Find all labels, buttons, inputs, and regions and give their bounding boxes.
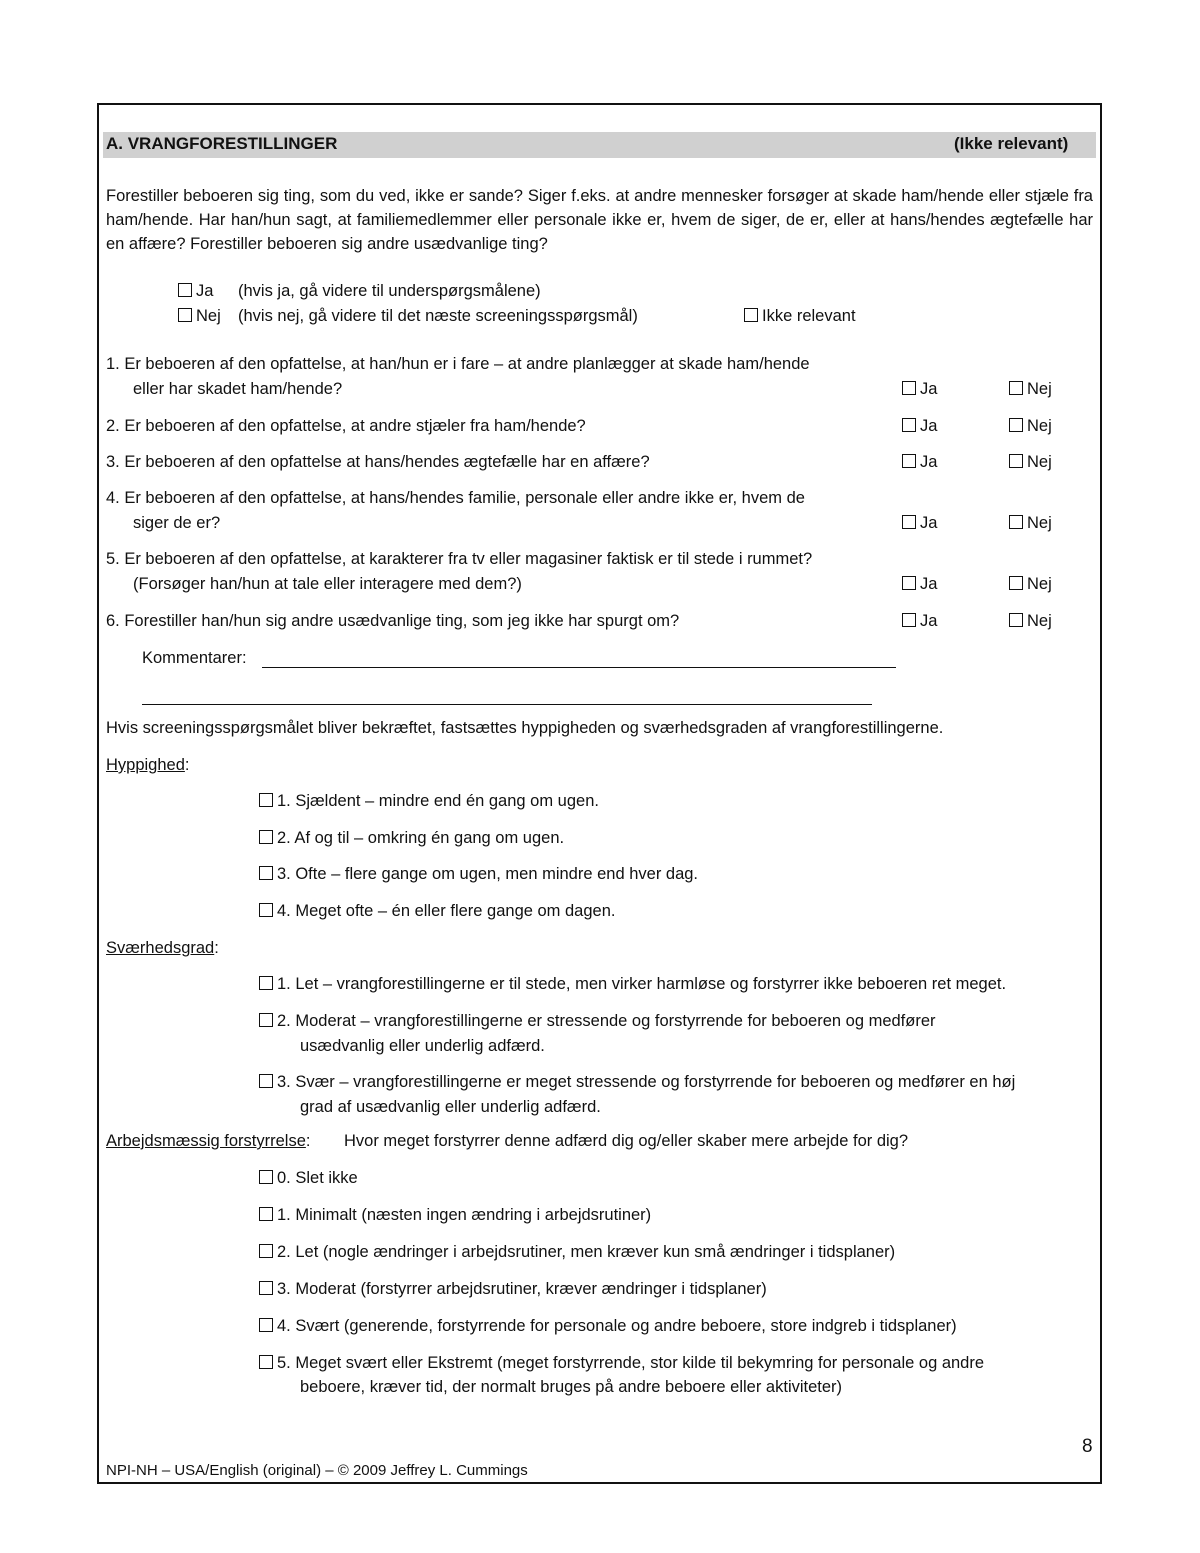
disruption-option-4 <box>259 1317 957 1336</box>
severity-option-2-line2: usædvanlig eller underlig adfærd. <box>300 1037 545 1055</box>
disruption-option-0 <box>259 1169 358 1188</box>
severity-option-2-checkbox[interactable] <box>259 1013 273 1027</box>
comments-line-1[interactable] <box>262 649 896 668</box>
question-6-no-checkbox[interactable] <box>1009 613 1023 627</box>
disruption-option-2-checkbox[interactable] <box>259 1244 273 1258</box>
disruption-question: Hvor meget forstyrrer denne adfærd dig og/eller skaber mere arbejde for dig? <box>344 1132 909 1150</box>
question-2-yes <box>902 417 937 436</box>
question-6-no <box>1009 612 1052 631</box>
question-3-no-checkbox[interactable] <box>1009 454 1023 468</box>
screening-yes-checkbox[interactable] <box>178 283 192 297</box>
yes-label: Ja <box>920 514 938 532</box>
disruption-option-3-checkbox[interactable] <box>259 1281 273 1295</box>
severity-option-3-label: 3. Svær – vrangforestillingerne er meget stressende og forstyrrende for beboeren og medfører en høj <box>277 1073 1016 1091</box>
disruption-heading: Arbejdsmæssig forstyrrelse: <box>106 1132 311 1150</box>
disruption-option-1-checkbox[interactable] <box>259 1207 273 1221</box>
disruption-option-3 <box>259 1280 767 1299</box>
screening-no <box>178 307 221 326</box>
screening-no-label: Nej <box>196 307 221 325</box>
section-status: (Ikke relevant) <box>954 134 1069 153</box>
question-3-yes-checkbox[interactable] <box>902 454 916 468</box>
frequency-option-1-checkbox[interactable] <box>259 793 273 807</box>
frequency-option-3-label: 3. Ofte – flere gange om ugen, men mindre end hver dag. <box>277 865 699 883</box>
severity-option-2 <box>259 1012 936 1031</box>
no-label: Nej <box>1027 453 1052 471</box>
question-1-yes <box>902 380 937 399</box>
disruption-option-2 <box>259 1243 895 1262</box>
question-5-yes <box>902 575 937 594</box>
severity-label: Sværhedsgrad <box>106 939 215 957</box>
screening-no-checkbox[interactable] <box>178 308 192 322</box>
severity-option-3 <box>259 1073 1015 1092</box>
severity-option-3-checkbox[interactable] <box>259 1074 273 1088</box>
question-1-yes-checkbox[interactable] <box>902 381 916 395</box>
question-4-no <box>1009 514 1052 533</box>
frequency-option-1-label: 1. Sjældent – mindre end én gang om ugen. <box>277 792 599 810</box>
yes-label: Ja <box>920 417 938 435</box>
rating-instruction: Hvis screeningsspørgsmålet bliver bekræftet, fastsættes hyppigheden og sværhedsgraden af vrangforestillingerne. <box>106 719 944 737</box>
question-6-yes-checkbox[interactable] <box>902 613 916 627</box>
section-title: A. VRANGFORESTILLINGER <box>106 134 338 153</box>
frequency-option-4-label: 4. Meget ofte – én eller flere gange om dagen. <box>277 902 616 920</box>
severity-heading: Sværhedsgrad: <box>106 939 219 957</box>
question-1-no <box>1009 380 1052 399</box>
question-1-line2: eller har skadet ham/hende? <box>133 380 343 398</box>
question-4-no-checkbox[interactable] <box>1009 515 1023 529</box>
yes-label: Ja <box>920 612 938 630</box>
frequency-option-3 <box>259 865 698 884</box>
question-5-no <box>1009 575 1052 594</box>
question-2-yes-checkbox[interactable] <box>902 418 916 432</box>
disruption-option-3-label: 3. Moderat (forstyrrer arbejdsrutiner, kræver ændringer i tidsplaner) <box>277 1280 767 1298</box>
yes-label: Ja <box>920 380 938 398</box>
question-2-no-checkbox[interactable] <box>1009 418 1023 432</box>
frequency-option-3-checkbox[interactable] <box>259 866 273 880</box>
frequency-label: Hyppighed <box>106 756 185 774</box>
question-1-line1: 1. Er beboeren af den opfattelse, at han/hun er i fare – at andre planlægger at skade ham/hende <box>106 355 810 373</box>
severity-option-3-line2: grad af usædvanlig eller underlig adfærd. <box>300 1098 601 1116</box>
question-5-line2: (Forsøger han/hun at tale eller interagere med dem?) <box>133 575 522 593</box>
comments-line-2[interactable] <box>142 686 872 705</box>
question-3: 3. Er beboeren af den opfattelse at hans/hendes ægtefælle har en affære? <box>106 453 650 471</box>
screening-na-checkbox[interactable] <box>744 308 758 322</box>
question-6-yes <box>902 612 937 631</box>
frequency-heading: Hyppighed: <box>106 756 190 774</box>
question-4-yes <box>902 514 937 533</box>
question-2: 2. Er beboeren af den opfattelse, at andre stjæler fra ham/hende? <box>106 417 586 435</box>
question-4-yes-checkbox[interactable] <box>902 515 916 529</box>
disruption-option-4-label: 4. Svært (generende, forstyrrende for personale og andre beboere, store indgreb i tidsplaner) <box>277 1317 957 1335</box>
no-label: Nej <box>1027 575 1052 593</box>
frequency-option-2-checkbox[interactable] <box>259 830 273 844</box>
frequency-option-4-checkbox[interactable] <box>259 903 273 917</box>
question-6: 6. Forestiller han/hun sig andre usædvanlige ting, som jeg ikke har spurgt om? <box>106 612 680 630</box>
screening-na-label: Ikke relevant <box>762 307 856 325</box>
no-label: Nej <box>1027 417 1052 435</box>
question-5-yes-checkbox[interactable] <box>902 576 916 590</box>
frequency-option-2-label: 2. Af og til – omkring én gang om ugen. <box>277 829 565 847</box>
screening-yes-label: Ja <box>196 282 214 300</box>
severity-option-2-label: 2. Moderat – vrangforestillingerne er stressende og forstyrrende for beboeren og medfører <box>277 1012 936 1030</box>
frequency-option-1 <box>259 792 599 811</box>
question-4-line1: 4. Er beboeren af den opfattelse, at hans/hendes familie, personale eller andre ikke er, hvem de <box>106 489 805 507</box>
frequency-option-4 <box>259 902 615 921</box>
disruption-option-5-line2: beboere, kræver tid, der normalt bruges på andre beboere eller aktiviteter) <box>300 1378 843 1396</box>
disruption-option-1-label: 1. Minimalt (næsten ingen ændring i arbejdsrutiner) <box>277 1206 652 1224</box>
question-1-no-checkbox[interactable] <box>1009 381 1023 395</box>
yes-label: Ja <box>920 453 938 471</box>
screening-yes-note: (hvis ja, gå videre til underspørgsmålene) <box>238 282 541 300</box>
severity-option-1-label: 1. Let – vrangforestillingerne er til stede, men virker harmløse og forstyrrer ikke beboeren ret meget. <box>277 975 1007 993</box>
severity-option-1-checkbox[interactable] <box>259 976 273 990</box>
question-5-line1: 5. Er beboeren af den opfattelse, at karakterer fra tv eller magasiner faktisk er til stede i rummet? <box>106 550 813 568</box>
question-2-no <box>1009 417 1052 436</box>
screening-no-note: (hvis nej, gå videre til det næste screeningsspørgsmål) <box>238 307 638 325</box>
intro-text: Forestiller beboeren sig ting, som du ved, ikke er sande? Siger f.eks. at andre mennesker forsøger at skade ham/hende eller stjæle fra ham/hende. Har han/hun sagt, at familiemedlemmer eller personale ikke er, hvem de siger, de er, eller at hans/hendes ægtefælle har en affære? Forestiller beboeren sig andre usædvanlige ting? <box>106 187 1093 253</box>
no-label: Nej <box>1027 612 1052 630</box>
footer-copyright: NPI-NH – USA/English (original) – © 2009 Jeffrey L. Cummings <box>106 1462 528 1479</box>
disruption-option-5-checkbox[interactable] <box>259 1355 273 1369</box>
yes-label: Ja <box>920 575 938 593</box>
screening-yes <box>178 282 213 301</box>
question-5-no-checkbox[interactable] <box>1009 576 1023 590</box>
question-3-no <box>1009 453 1052 472</box>
disruption-option-5-label: 5. Meget svært eller Ekstremt (meget forstyrrende, stor kilde til bekymring for personale og andre <box>277 1354 985 1372</box>
disruption-option-4-checkbox[interactable] <box>259 1318 273 1332</box>
question-4-line2: siger de er? <box>133 514 221 532</box>
disruption-label: Arbejdsmæssig forstyrrelse <box>106 1132 306 1150</box>
disruption-option-1 <box>259 1206 651 1225</box>
comments-label: Kommentarer: <box>142 649 247 667</box>
question-3-yes <box>902 453 937 472</box>
disruption-option-0-label: 0. Slet ikke <box>277 1169 358 1187</box>
frequency-option-2 <box>259 829 564 848</box>
no-label: Nej <box>1027 380 1052 398</box>
page-number: 8 <box>1082 1436 1093 1457</box>
disruption-option-2-label: 2. Let (nogle ændringer i arbejdsrutiner, men kræver kun små ændringer i tidsplaner) <box>277 1243 896 1261</box>
no-label: Nej <box>1027 514 1052 532</box>
severity-option-1 <box>259 975 1006 994</box>
screening-na <box>744 307 856 326</box>
disruption-option-0-checkbox[interactable] <box>259 1170 273 1184</box>
disruption-option-5 <box>259 1354 984 1373</box>
